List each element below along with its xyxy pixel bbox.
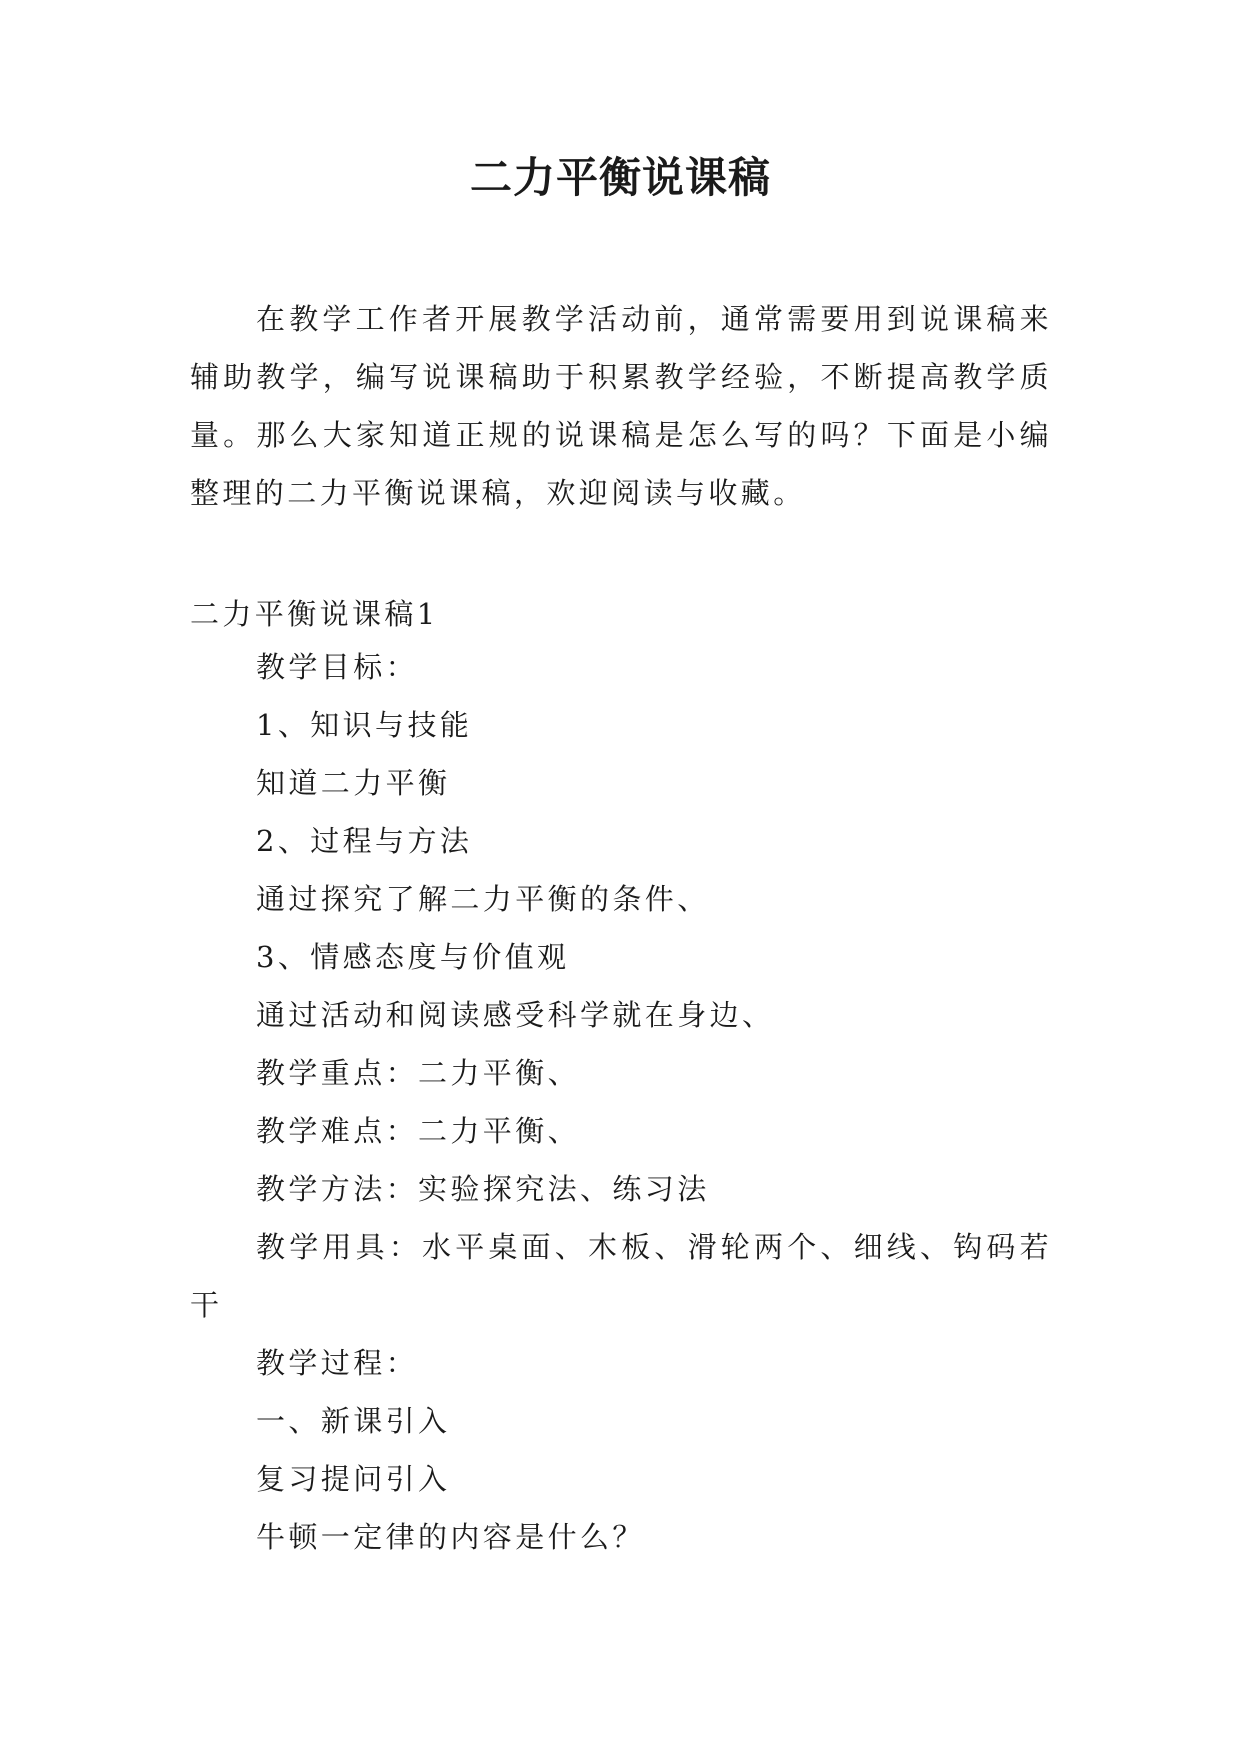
body-line: 教学过程： [256, 1346, 419, 1380]
body-line: 复习提问引入 [256, 1462, 451, 1496]
section-heading: 二力平衡说课稿1 [190, 597, 439, 631]
document-title: 二力平衡说课稿 [469, 153, 771, 202]
body-line: 教学难点：二力平衡、 [256, 1114, 581, 1148]
body-line: 教学重点：二力平衡、 [256, 1056, 581, 1090]
body-line: 通过活动和阅读感受科学就在身边、 [256, 998, 775, 1032]
body-line: 2、过程与方法 [256, 824, 473, 858]
body-line: 教学目标： [256, 650, 419, 684]
body-line: 通过探究了解二力平衡的条件、 [256, 882, 710, 916]
body-line: 一、新课引入 [256, 1404, 451, 1438]
body-line: 知道二力平衡 [256, 766, 451, 800]
body-line: 1、知识与技能 [256, 708, 473, 742]
body-line: 3、情感态度与价值观 [256, 940, 570, 974]
body-lines [190, 638, 1052, 1566]
body-line: 教学用具：水平桌面、木板、滑轮两个、细线、钩码若干 [190, 1230, 1052, 1322]
body-line: 教学方法：实验探究法、练习法 [256, 1172, 710, 1206]
body-line: 牛顿一定律的内容是什么？ [256, 1520, 645, 1554]
intro-paragraph: 在教学工作者开展教学活动前，通常需要用到说课稿来辅助教学，编写说课稿助于积累教学经验，不断提高教学质量。那么大家知道正规的说课稿是怎么写的吗？下面是小编整理的二力平衡说课稿，欢迎阅读与收藏。 [190, 302, 1052, 510]
